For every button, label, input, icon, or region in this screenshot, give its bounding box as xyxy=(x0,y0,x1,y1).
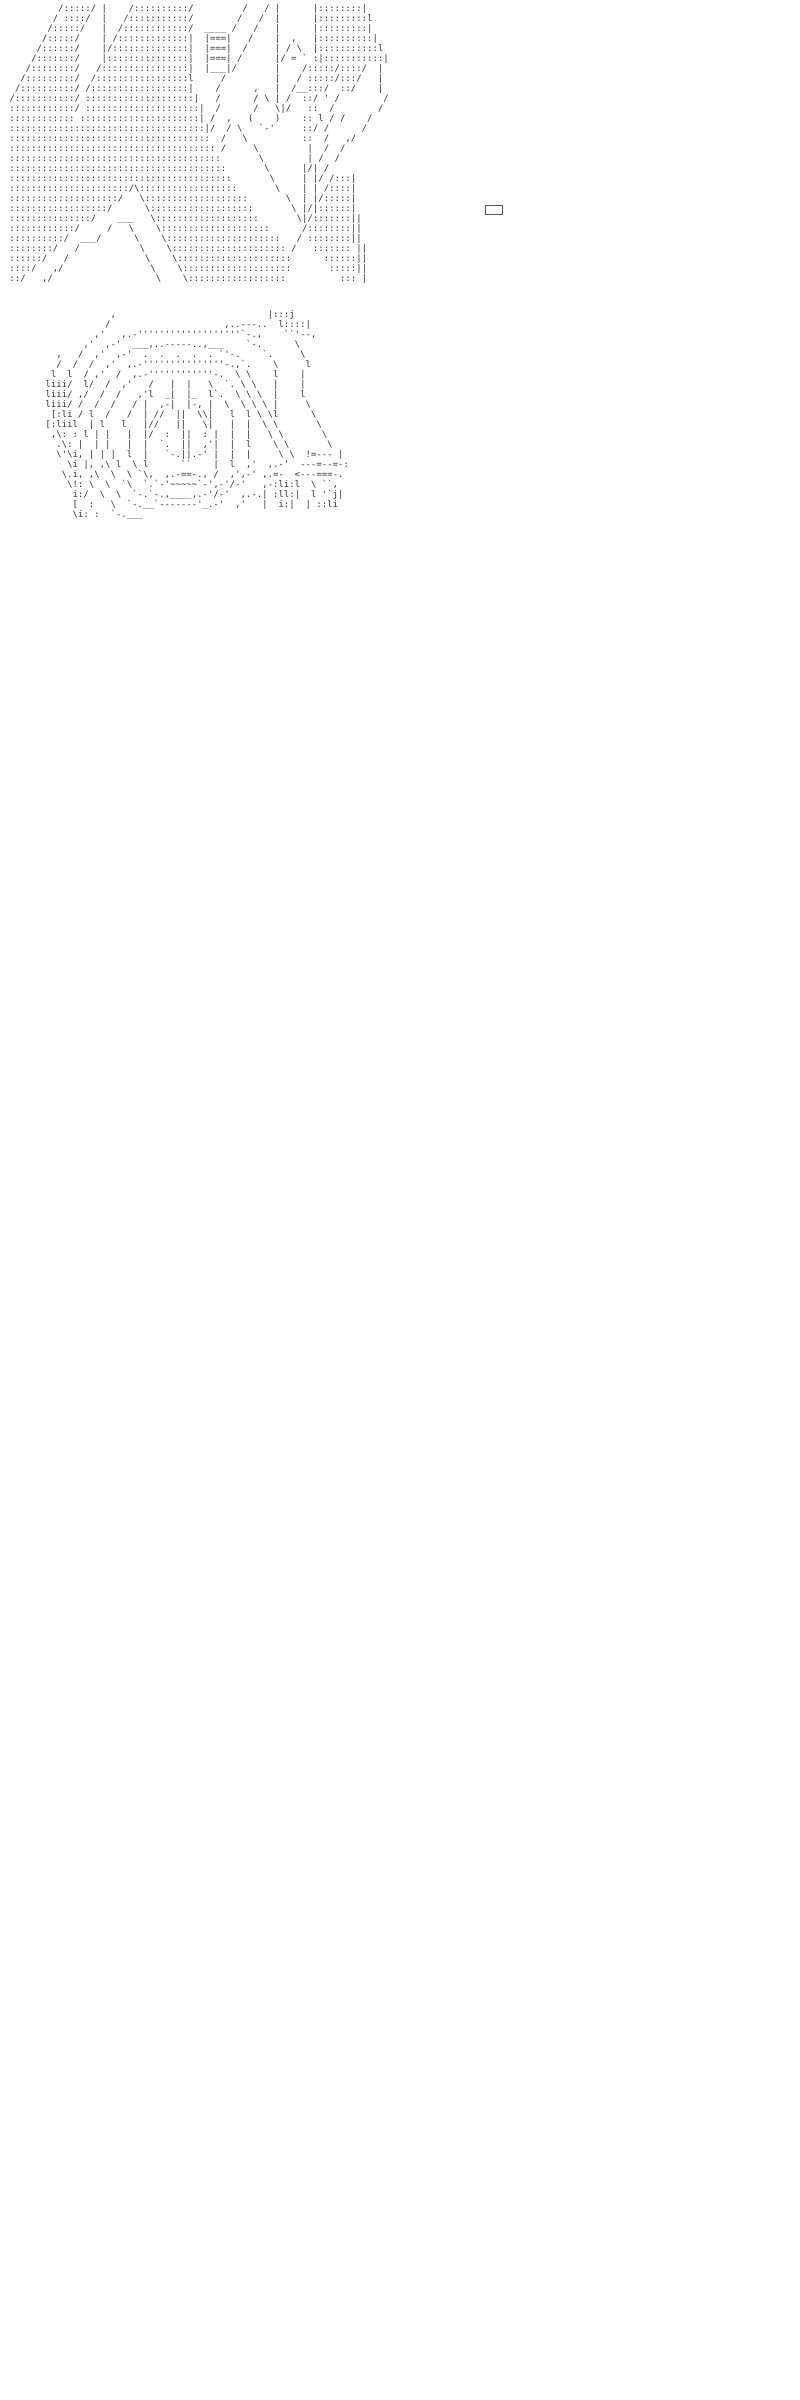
panel-2 xyxy=(0,310,800,620)
ascii-art-figure: , |:::j / ,..---.. l::::| ,' ,.-'''''''''''''''''''`-., ``'--, ,' ,-' ___,..-----..,___ `-. \ , / ,' ,-' . . . . . `'-. `. \ / / / ,' ,.-'''''''''''''''-.,`. \ l l l / ,' / ,.-''''''''''''-. \ \ l | liii/ l/ / ,' / | | \ `. \ \ | | liii/ ,/ / / ,'l _| |_ l`. \ \ \ | l liii/ / / / / | ,-| |-, | \ \ \ \ | \ [:li / l / / | // || \\| l l \ \l \ [:liil | l l |// || \| | | \ \ \ ,\: : l | | | |/ : || : | | | \ \ \ .\: | | | | | `. || ,'| | l \ \ \ \'\i, | | | l | `-.||.-' | | | \ \ !=--- | \i |, ,\ l \ l `` | l ,' ,.-' ---=--=-: \.i, ,\ \ \ `\, ,.-==-., / ,',-' ,.=- <---===-. \!: \ \ `\ `.`-'~~~~~`-',-'/-' ,-:li:l \ ``, i:/ \ \ `-.`-.,____,.-'/-' ,.-.| :ll:| l '`j| [ : \ `-.__`-------'_.-' ,' | i:| | ::li \i: : `-.___ xyxy=(45,310,349,520)
narration-box xyxy=(485,205,503,215)
ascii-art-figure: /:::::/ | /::::::::::/ / / | |::::::::| / ::::/ | /:::::::::::/ / / | |:::::::::l /:::::/ | /::::::::::::/ ____ / / | |:::::::::| /:::::/ | /:::::::::::::| |===| / | , |::::::::::| /::::::/ |/::::::::::::::| |===| / | / \ |:::::::::::l /:::::::/ |:::::::::::::::| |===| / |/ = ` :|:::::::::::| /::::::::/ /::::::::::::::::| |___|/ | /:::::/::::/ | /:::::::::/ /:::::::::::::::::l / | / :::::/:::/ | /::::::::::/ /::::::::::::::::::| / , | /__:::/ ::/ | /:::::::::::/ ::::::::::::::::::::| / / \ | / ::/ ' / / ::::::::::::/ :::::::::::::::::::::| / / \|/ :: / / :::::::::::: ::::::::::::::::::::::| / , ( ) :: l / / / ::::::::::::::::::::::::::::::::::::|/ / \ `-' ::/ / / ::::::::::::::::::::::::::::::::::::: / \ :: / ,/ :::::::::::::::::::::::::::::::::::::: / \ | / / ::::::::::::::::::::::::::::::::::::::: \ | / / :::::::::::::::::::::::::::::::::::::::: \ |/| / ::::::::::::::::::::::::::::::::::::::::: \ | |/ /:::| ::::::::::::::::::::::/\:::::::::::::::::: \ | | /::::| ::::::::::::::::::::/ \::::::::::::::::::: \ | |/:::::| ::::::::::::::::::/ \::::::::::::::::::: \ |/|::::::| :::::::::::::::/ ___ \::::::::::::::::::: \|/:::::::|| ::::::::::::/ / \ \:::::::::::::::::::: /::::::::|| ::::::::::/ ___/ \ \::::::::::::::::::::: / ::::::::|| ::::::::/ / \ \::::::::::::::::::::: / ::::::: || ::::::/ / \ \::::::::::::::::::::: ::::::|| ::::/ ,/ \ \:::::::::::::::::::: :::::|| ::/ ,/ \ \:::::::::::::::::: ::: | xyxy=(9,4,389,284)
panel-1 xyxy=(0,0,800,300)
